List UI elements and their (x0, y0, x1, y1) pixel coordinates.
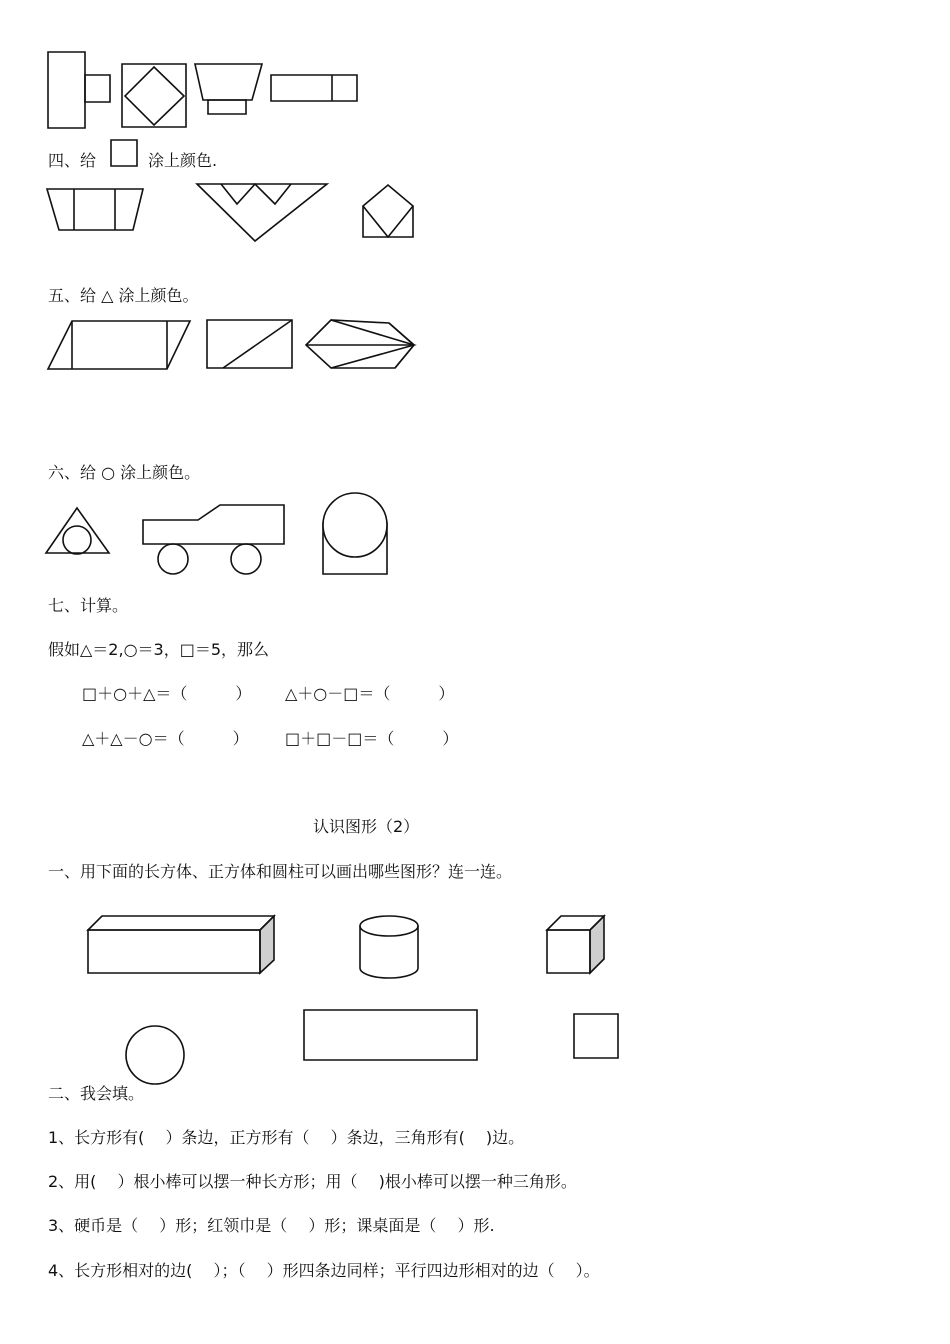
section-5-label: 五、给 △ 涂上颜色。 (48, 286, 199, 305)
section-4-label: 四、给 (48, 151, 97, 170)
figure-parallelogram-split (45, 318, 195, 374)
figure-rectangle-diagonal (205, 318, 295, 374)
section-6-label: 六、给 ○ 涂上颜色。 (48, 463, 201, 482)
calc-row1-b: △＋○－□＝（ ） (285, 684, 455, 703)
figure-house-shape (360, 182, 420, 242)
figure-triangle-circle (44, 505, 114, 557)
figure-cuboid (86, 912, 281, 980)
fill-1: 1、长方形有( ）条边，正方形有（ ）条边，三角形有( )边。 (48, 1128, 525, 1147)
calc-row2-a: △＋△－○＝（ ） (82, 729, 249, 748)
figure-square (572, 1012, 622, 1062)
part-2-q1: 一、用下面的长方体、正方体和圆柱可以画出哪些图形？连一连。 (48, 862, 513, 881)
fill-2: 2、用( ）根小棒可以摆一种长方形；用（ )根小棒可以摆一种三角形。 (48, 1172, 577, 1191)
figure-trapezoid-split (45, 180, 155, 240)
fill-3: 3、硬币是（ ）形；红领巾是（ ）形；课桌面是（ ）形. (48, 1216, 495, 1235)
section-7-given: 假如△＝2,○＝3，□＝5，那么 (48, 640, 270, 659)
figure-rectangle (302, 1008, 482, 1064)
part-2-q2: 二、我会填。 (48, 1084, 145, 1103)
figure-circle-on-rect (320, 490, 392, 580)
figure-inverted-triangle (195, 180, 335, 250)
figure-cylinder (358, 914, 422, 982)
figure-stacked-shapes (40, 45, 370, 135)
figure-car (138, 502, 288, 582)
part-2-title: 认识图形（2） (313, 817, 420, 836)
section-4-suffix: 涂上颜色. (148, 151, 218, 170)
calc-row2-b: □＋□－□＝（ ） (285, 729, 459, 748)
figure-cube (545, 912, 609, 980)
figure-hexagon-triangles (303, 316, 418, 372)
square-icon (110, 139, 140, 169)
section-7-label: 七、计算。 (48, 596, 129, 615)
fill-4: 4、长方形相对的边( ）；（ ）形四条边同样；平行四边形相对的边（ ）。 (48, 1261, 600, 1280)
figure-circle (124, 1024, 188, 1088)
calc-row1-a: □＋○＋△＝（ ） (82, 684, 252, 703)
